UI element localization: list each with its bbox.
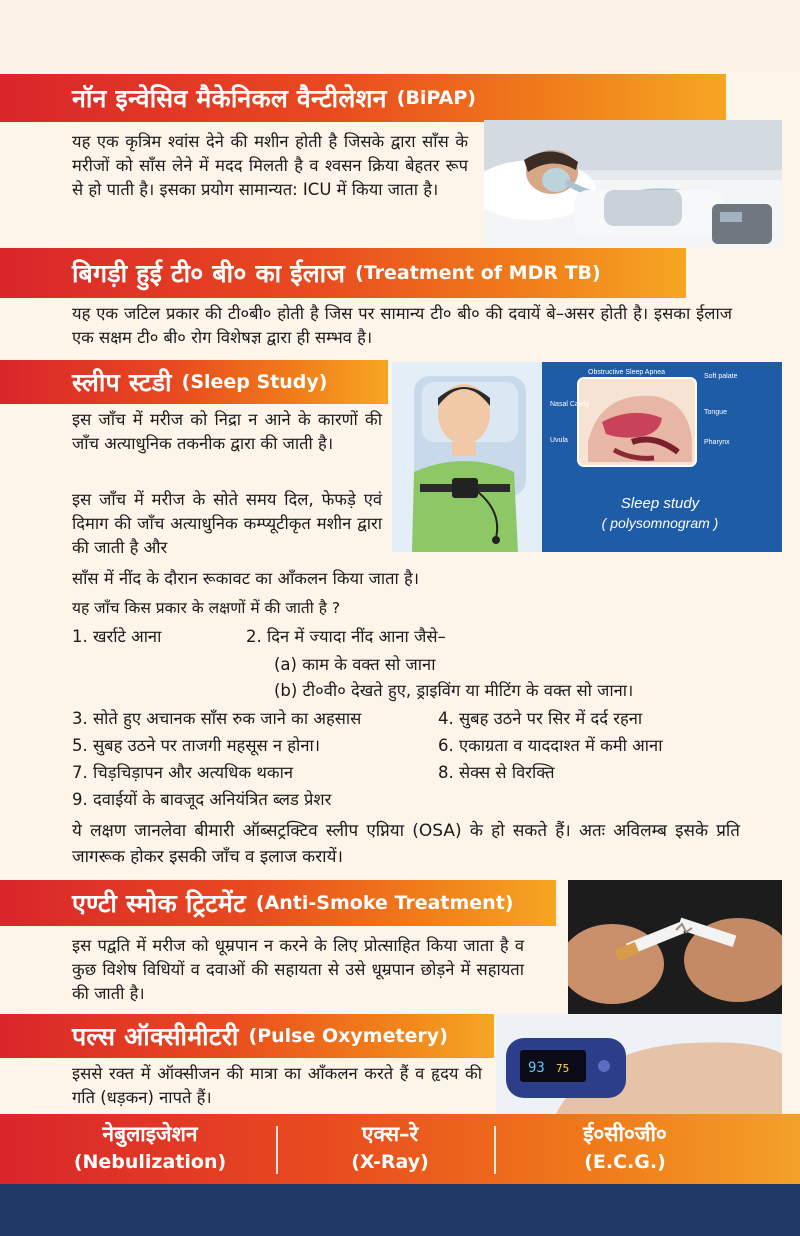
footer-services — [0, 1114, 800, 1184]
footer-nebulization — [40, 1120, 260, 1176]
footer-ecg-hi: ई०सी०जी० — [583, 1122, 667, 1146]
diagram-osa-label: Obstructive Sleep Apnea — [588, 369, 666, 376]
cigarette-break-image — [568, 880, 782, 1014]
pulse-oximetry-text: इससे रक्त में ऑक्सीजन की मात्रा का आँकलन करते हैं व हृदय की गति (धड़कन) नापते हैं। — [72, 1064, 482, 1107]
mdr-tb-title: बिगड़ी हुई टी० बी० का ईलाज — [72, 259, 346, 288]
symptom-2a: (a) काम के वक्त सो जाना — [274, 655, 436, 674]
bipap-banner — [0, 74, 726, 122]
footer-nebulization-hi: नेबुलाइजेशन — [102, 1122, 198, 1146]
symptom-2b: (b) टी०वी० देखते हुए, ड्राइविंग या मीटिंग के वक्त सो जाना। — [274, 681, 634, 700]
pulse-oximetry-banner — [0, 1014, 494, 1058]
footer-ecg — [510, 1120, 740, 1176]
symptom-5: 5. सुबह उठने पर ताजगी महसूस न होना। — [72, 736, 320, 755]
bipap-title: नॉन इन्वेसिव मैकेनिकल वैन्टीलेशन — [72, 84, 387, 113]
top-band — [0, 0, 800, 72]
sleep-study-text-3: साँस में नींद के दौरान रूकावट का आँकलन किया जाता है। — [72, 569, 420, 588]
pulse-oximetry-title-en: (Pulse Oxymetery) — [248, 1025, 448, 1047]
sleep-study-text-1: इस जाँच में मरीज को निद्रा न आने के कारणों की जाँच अत्याधुनिक तकनीक द्वारा की जाती है। — [72, 410, 382, 453]
diagram-caption: Sleep study — [620, 495, 700, 512]
footer-ecg-en: (E.C.G.) — [584, 1151, 666, 1173]
anti-smoke-title-en: (Anti-Smoke Treatment) — [255, 892, 514, 914]
bipap-title-en: (BiPAP) — [396, 87, 476, 109]
symptom-7: 7. चिड़चिड़ापन और अत्यधिक थकान — [72, 763, 294, 782]
anti-smoke-title: एण्टी स्मोक ट्रिटमेंट — [72, 889, 246, 918]
footer-xray-hi: एक्स–रे — [361, 1122, 419, 1146]
symptom-9: 9. दवाईयों के बावजूद अनियंत्रित ब्लड प्रेशर — [72, 790, 332, 809]
diagram-tongue-label: Tongue — [704, 409, 727, 416]
sleep-study-title: स्लीप स्टडी — [72, 368, 172, 397]
anti-smoke-text: इस पद्वति में मरीज को धूम्रपान न करने के लिए प्रोत्साहित किया जाता है व कुछ विशेष विधियों व दवाओं की सहायता से उसे धूम्रपान छोड़ने में सहायता की जाती है। — [72, 936, 524, 1003]
bipap-text: यह एक कृत्रिम श्वांस देने की मशीन होती है जिसके द्वारा साँस के मरीजों को साँस लेने में मदद मिलती है व श्वसन क्रिया बेहतर रूप से हो पाती है। इसका प्रयोग सामान्यत: ICU में किया जाता है। — [72, 132, 468, 199]
sleep-study-banner — [0, 360, 388, 404]
footer-divider — [494, 1126, 496, 1174]
sleep-study-text-2: इस जाँच में मरीज के सोते समय दिल, फेफड़े एवं दिमाग की जाँच अत्याधुनिक कम्प्यूटीकृत मशीन द्वारा की जाती है और — [72, 490, 382, 557]
symptom-4: 4. सुबह उठने पर सिर में दर्द रहना — [438, 709, 643, 728]
diagram-soft-palate-label: Soft palate — [704, 373, 738, 380]
symptom-8: 8. सेक्स से विरक्ति — [438, 763, 555, 782]
diagram-nasal-label: Nasal Cavity — [550, 401, 590, 408]
diagram-uvula-label: Uvula — [550, 437, 568, 444]
sleep-study-title-en: (Sleep Study) — [181, 371, 328, 393]
pulse-oximetry-title: पल्स ऑक्सीमीटरी — [72, 1022, 239, 1051]
mdr-tb-title-en: (Treatment of MDR TB) — [355, 262, 601, 284]
mdr-tb-text: यह एक जटिल प्रकार की टी०बी० होती है जिस पर सामान्य टी० बी० की दवायें बे–असर होती है। इसका ईलाज एक सक्षम टी० बी० रोग विशेषज्ञ द्वारा ही सम्भव है। — [72, 304, 732, 347]
footer-divider — [276, 1126, 278, 1174]
diagram-caption-sub: ( polysomnogram ) — [601, 515, 719, 531]
anti-smoke-banner — [0, 880, 556, 926]
footer-xray-en: (X-Ray) — [351, 1151, 429, 1173]
mdr-tb-banner — [0, 248, 686, 298]
symptom-6: 6. एकाग्रता व याददाश्त में कमी आना — [438, 736, 663, 755]
symptom-2: 2. दिन में ज्यादा नींद आना जैसे– — [246, 627, 446, 646]
oximeter-pr: 75 — [556, 1062, 570, 1075]
oximeter-spo2: 93 — [528, 1060, 545, 1076]
osa-warning: ये लक्षण जानलेवा बीमारी ऑब्सट्रक्टिव स्लीप एप्निया (OSA) के हो सकते हैं। अतः अविलम्ब इसके प्रति जागरूक होकर इसकी जाँच व इलाज करायें। — [72, 821, 740, 867]
symptom-3: 3. सोते हुए अचानक साँस रुक जाने का अहसास — [72, 709, 362, 728]
sleep-study-diagram — [392, 362, 782, 552]
symptom-1: 1. खर्राटे आना — [72, 627, 162, 646]
bottom-bar — [0, 1184, 800, 1236]
footer-xray — [290, 1120, 490, 1176]
pulse-oximeter-image — [496, 1014, 782, 1114]
footer-nebulization-en: (Nebulization) — [73, 1151, 227, 1173]
diagram-pharynx-label: Pharynx — [704, 439, 730, 446]
bipap-patient-image — [484, 120, 782, 248]
symptoms-question: यह जाँच किस प्रकार के लक्षणों में की जाती है ? — [72, 599, 341, 617]
